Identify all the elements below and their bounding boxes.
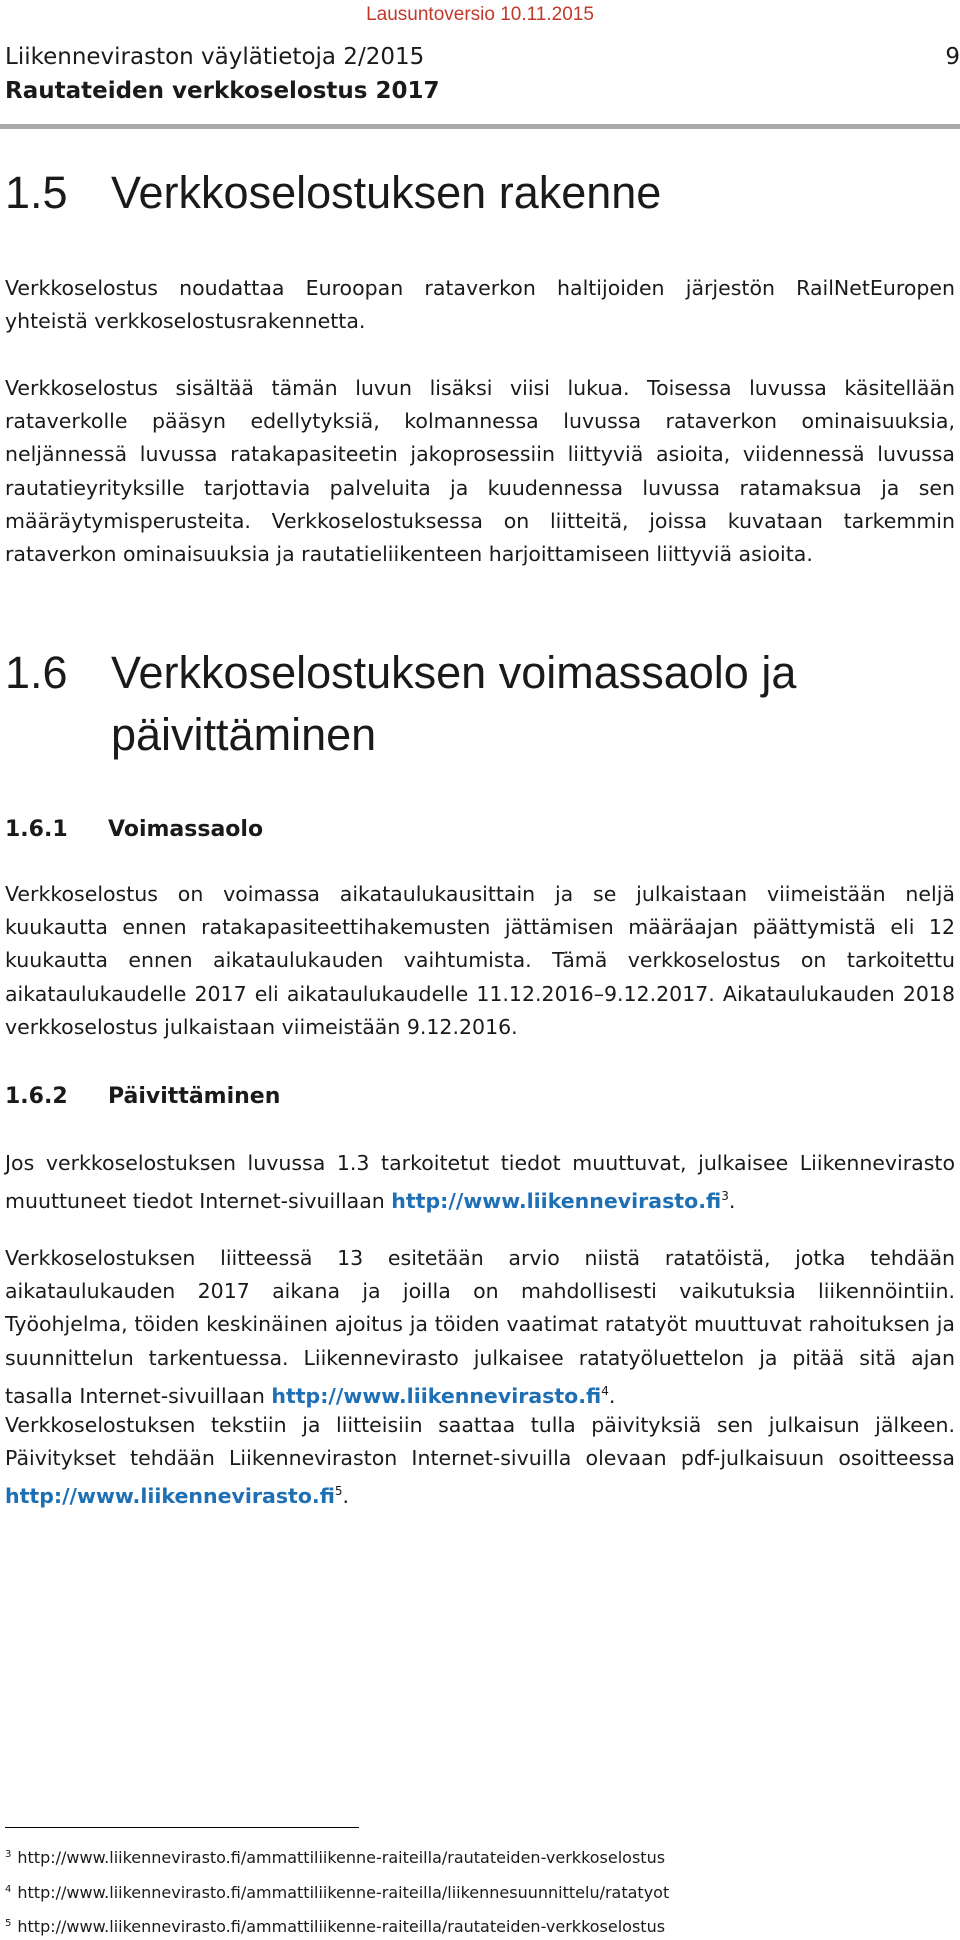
document-title: Rautateiden verkkoselostus 2017 bbox=[5, 78, 440, 104]
subsection-number: 1.6.1 bbox=[5, 817, 68, 842]
footnote-ref[interactable]: 3 bbox=[721, 1189, 729, 1204]
header-divider bbox=[0, 124, 960, 129]
subsection-1-6-2-heading bbox=[5, 1084, 280, 1109]
page-number: 9 bbox=[945, 44, 960, 70]
footnote: $^5$ http://www.liikennevirasto.fi/ammattiliikenne-raiteilla/rautateiden-verkkoselostus bbox=[5, 1917, 666, 1936]
footnote-ref[interactable]: 5 bbox=[334, 1484, 343, 1499]
paragraph-validity: Verkkoselostus on voimassa aikataulukausittain ja se julkaistaan viimeistään neljä kuukautta ennen ratakapasiteettihakemusten jättämisen määräajan päättymistä eli 12 kuukautta ennen aikataulukauden vaihtumista. Tämä verkkoselostus on tarkoitettu aikataulukaudelle 2017 eli aikataulukaudelle 11.12.2016–9.12.2017. Aikataulukauden 2018 verkkoselostus julkaistaan viimeistään 9.12.2016. bbox=[5, 882, 955, 1039]
section-1-5-heading bbox=[5, 162, 661, 224]
version-stamp: Lausuntoversio 10.11.2015 bbox=[366, 4, 594, 25]
section-1-6-heading bbox=[5, 642, 796, 766]
paragraph-structure-intro: Verkkoselostus noudattaa Euroopan rataverkon haltijoiden järjestön RailNetEuropen yhteistä verkkoselostusrakennetta. bbox=[5, 276, 955, 334]
section-number: 1.5 bbox=[5, 167, 68, 218]
subsection-title: Voimassaolo bbox=[108, 817, 264, 842]
paragraph-updates-1: Jos verkkoselostuksen luvussa 1.3 tarkoitetut tiedot muuttuvat, julkaisee Liikennevirasto muuttuneet tiedot Internet-sivuillaan http://www.liikennevirasto.fi$^3$. bbox=[5, 1151, 955, 1214]
subsection-number: 1.6.2 bbox=[5, 1084, 68, 1109]
paragraph-updates-2: Verkkoselostuksen liitteessä 13 esitetään arvio niistä ratatöistä, jotka tehdään aikataulukauden 2017 aikana ja joilla on mahdollisesti vaikutuksia liikennöintiin. Työohjelma, töiden keskinäinen ajoitus ja töiden vaatimat ratatyöt muuttuvat rahoituksen ja suunnittelun tarkentuessa. Liikennevirasto julkaisee ratatyöluettelon ja pitää sitä ajan tasalla Internet-sivuillaan http://www.liikennevirasto.fi$^4$. bbox=[5, 1246, 955, 1408]
footnote: $^3$ http://www.liikennevirasto.fi/ammattiliikenne-raiteilla/rautateiden-verkkoselostus bbox=[5, 1848, 666, 1867]
series-title: Liikenneviraston väylätietoja 2/2015 bbox=[5, 44, 425, 70]
section-title-line2: päivittäminen bbox=[111, 709, 377, 760]
section-number: 1.6 bbox=[5, 647, 68, 698]
website-link[interactable]: http://www.liikennevirasto.fi bbox=[391, 1189, 722, 1214]
paragraph-structure-chapters: Verkkoselostus sisältää tämän luvun lisäksi viisi lukua. Toisessa luvussa käsitellään rataverkolle pääsyn edellytyksiä, kolmannessa luvussa rataverkon ominaisuuksia, neljännessä luvussa ratakapasiteetin jakoprosessiin liittyviä asioita, viidennessä luvussa rautatieyrityksille tarjottavia palveluita ja kuudennessa luvussa ratamaksua ja sen määräytymisperusteita. Verkkoselostuksessa on liitteitä, joissa kuvataan tarkemmin rataverkon ominaisuuksia ja rautatieliikenteen harjoittamiseen liittyviä asioita. bbox=[5, 376, 955, 567]
website-link[interactable]: http://www.liikennevirasto.fi bbox=[5, 1484, 335, 1509]
footnote: $^4$ http://www.liikennevirasto.fi/ammattiliikenne-raiteilla/liikennesuunnittelu/ratatyot bbox=[5, 1883, 670, 1902]
section-title: Verkkoselostuksen rakenne bbox=[111, 167, 662, 218]
section-title-line1: Verkkoselostuksen voimassaolo ja bbox=[111, 647, 797, 698]
paragraph-updates-3: Verkkoselostuksen tekstiin ja liitteisiin saattaa tulla päivityksiä sen julkaisun jälkeen. Päivitykset tehdään Liikenneviraston Internet-sivuilla olevaan pdf-julkaisuun osoitteessa http://www.liikennevirasto.fi$^5$. bbox=[5, 1413, 955, 1509]
footnote-ref[interactable]: 4 bbox=[601, 1383, 609, 1398]
subsection-title: Päivittäminen bbox=[108, 1084, 281, 1109]
subsection-1-6-1-heading bbox=[5, 817, 263, 842]
footnote-divider bbox=[5, 1827, 359, 1828]
website-link[interactable]: http://www.liikennevirasto.fi bbox=[271, 1383, 602, 1408]
